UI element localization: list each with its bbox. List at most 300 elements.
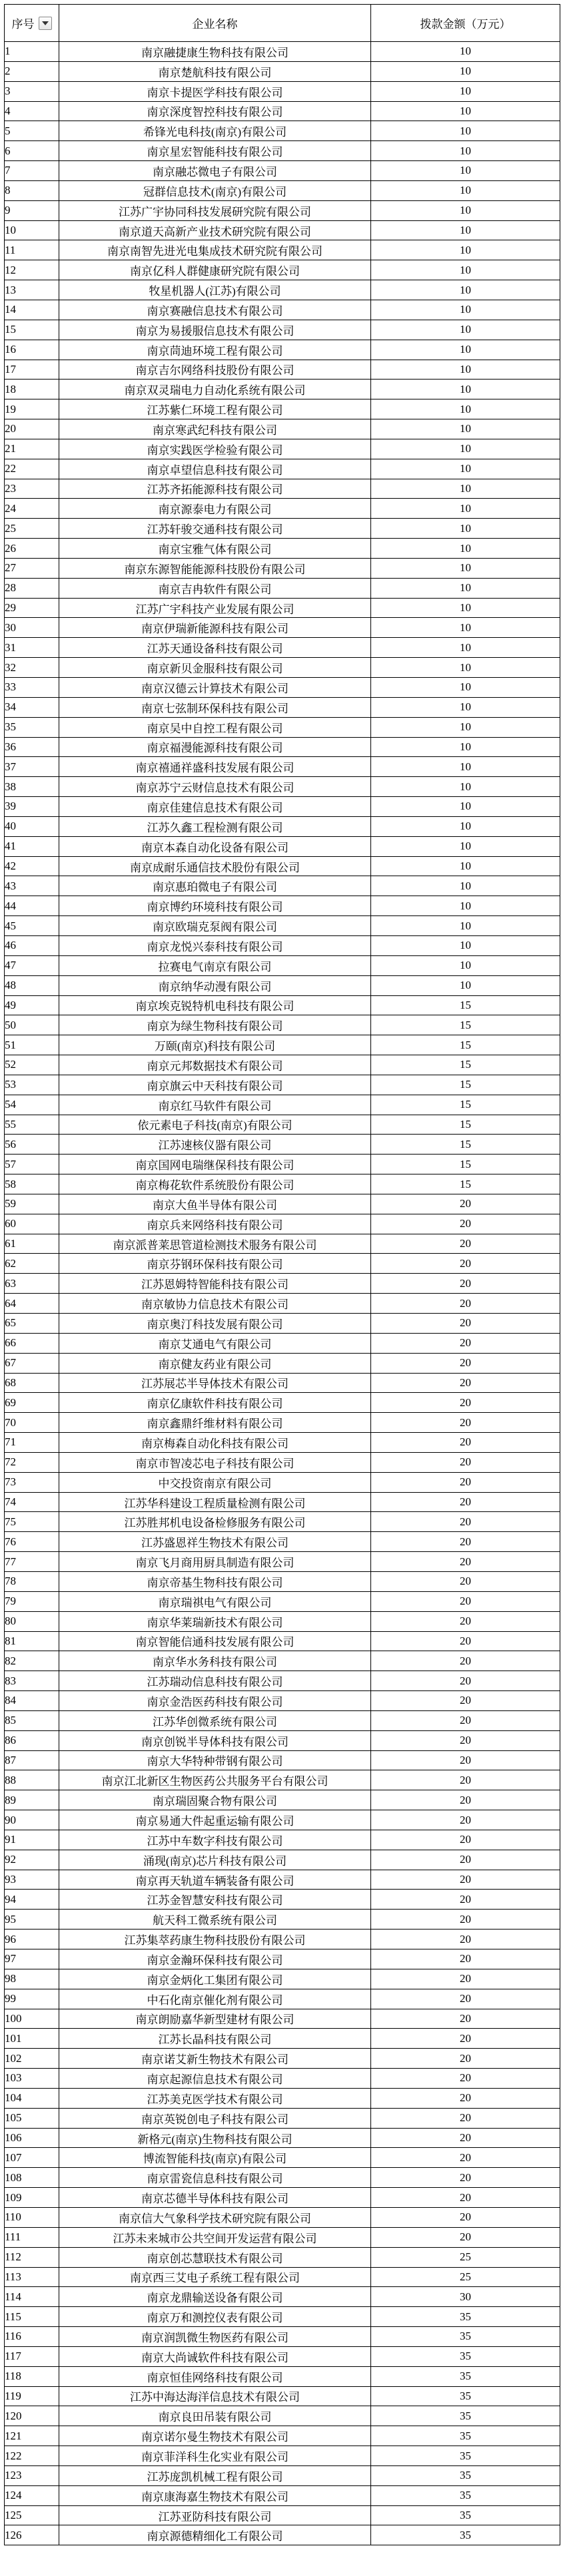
table-row (5, 578, 560, 598)
grant-amount: 20 (371, 1472, 560, 1492)
row-number: 53 (5, 1075, 59, 1095)
grant-amount: 10 (371, 439, 560, 459)
row-number: 46 (5, 935, 59, 955)
row-number: 104 (5, 2088, 59, 2108)
company-name: 江苏未来城市公共空间开发运营有限公司 (59, 2227, 371, 2247)
grant-amount: 20 (371, 1910, 560, 1930)
company-name: 江苏中车数字科技有限公司 (59, 1830, 371, 1850)
row-number: 8 (5, 180, 59, 200)
table-row (5, 2366, 560, 2386)
grant-amount: 10 (371, 220, 560, 240)
table-row (5, 2148, 560, 2168)
company-name: 南京双灵瑞电力自动化系统有限公司 (59, 380, 371, 399)
table-row (5, 2168, 560, 2188)
row-number: 105 (5, 2108, 59, 2128)
company-name: 南京亿康软件科技有限公司 (59, 1393, 371, 1413)
company-name: 南京红马软件有限公司 (59, 1095, 371, 1115)
row-number: 54 (5, 1095, 59, 1115)
company-name: 希锋光电科技(南京)有限公司 (59, 121, 371, 141)
company-name: 南京艾通电气有限公司 (59, 1333, 371, 1353)
grant-amount: 20 (371, 2207, 560, 2227)
company-name: 南京禧通祥盛科技发展有限公司 (59, 757, 371, 777)
table-row (5, 2465, 560, 2485)
grant-amount: 15 (371, 1075, 560, 1095)
company-name: 南京东源智能能源科技股份有限公司 (59, 558, 371, 578)
grant-amount: 10 (371, 856, 560, 876)
grant-amount: 10 (371, 161, 560, 181)
grant-amount: 20 (371, 1810, 560, 1830)
table-row (5, 419, 560, 439)
company-name: 博流智能科技(南京)有限公司 (59, 2148, 371, 2168)
table-row (5, 737, 560, 757)
row-number: 74 (5, 1492, 59, 1512)
grant-amount: 35 (371, 2307, 560, 2327)
table-row (5, 519, 560, 539)
table-row (5, 260, 560, 280)
company-name: 南京吉尔网络科技股份有限公司 (59, 360, 371, 380)
grant-amount: 35 (371, 2446, 560, 2466)
row-number: 96 (5, 1930, 59, 1949)
table-row (5, 1532, 560, 1552)
grant-amount: 35 (371, 2327, 560, 2347)
grant-amount: 20 (371, 1552, 560, 1572)
grant-amount: 20 (371, 2029, 560, 2049)
row-number: 44 (5, 896, 59, 916)
company-name: 南京智能信通科技发展有限公司 (59, 1631, 371, 1651)
grant-amount: 20 (371, 2188, 560, 2208)
grant-amount: 20 (371, 1433, 560, 1453)
table-row (5, 1393, 560, 1413)
company-name: 中石化南京催化剂有限公司 (59, 1989, 371, 2009)
table-row (5, 2108, 560, 2128)
filter-dropdown-icon[interactable] (39, 17, 52, 30)
row-number: 12 (5, 260, 59, 280)
table-row (5, 1135, 560, 1155)
company-name: 南京创芯慧联技术有限公司 (59, 2247, 371, 2267)
row-number: 77 (5, 1552, 59, 1572)
table-row (5, 1730, 560, 1750)
grant-amount: 10 (371, 180, 560, 200)
row-number: 67 (5, 1353, 59, 1373)
table-row (5, 2426, 560, 2446)
grant-amount: 20 (371, 1294, 560, 1314)
table-row (5, 1770, 560, 1790)
company-name: 南京梅森自动化科技有限公司 (59, 1433, 371, 1453)
table-row (5, 1631, 560, 1651)
table-row (5, 2505, 560, 2525)
row-number: 55 (5, 1115, 59, 1135)
grant-amount: 20 (371, 1452, 560, 1472)
company-name: 南京恒佳网络科技有限公司 (59, 2366, 371, 2386)
grant-amount: 20 (371, 1750, 560, 1770)
company-name: 南京康海嘉生物技术有限公司 (59, 2485, 371, 2505)
grant-amount: 10 (371, 955, 560, 975)
company-name: 南京良田吊装有限公司 (59, 2406, 371, 2426)
table-row (5, 2207, 560, 2227)
row-number: 90 (5, 1810, 59, 1830)
table-row (5, 1155, 560, 1174)
table-row (5, 1194, 560, 1214)
row-number: 21 (5, 439, 59, 459)
company-name: 江苏集萃药康生物科技股份有限公司 (59, 1930, 371, 1949)
table-row (5, 1651, 560, 1671)
table-row (5, 1254, 560, 1274)
grant-amount: 20 (371, 1691, 560, 1711)
table-row (5, 2227, 560, 2247)
company-name: 南京创锐半导体科技有限公司 (59, 1730, 371, 1750)
company-name: 南京卓望信息科技有限公司 (59, 459, 371, 479)
table-row (5, 717, 560, 737)
table-row (5, 280, 560, 300)
grant-amount: 10 (371, 260, 560, 280)
row-number: 23 (5, 479, 59, 499)
grant-amount: 20 (371, 1512, 560, 1532)
company-name: 南京英锐创电子科技有限公司 (59, 2108, 371, 2128)
company-name: 万颐(南京)科技有限公司 (59, 1035, 371, 1055)
grant-amount: 10 (371, 618, 560, 638)
grant-amount: 35 (371, 2525, 560, 2545)
row-number: 122 (5, 2446, 59, 2466)
table-row (5, 1492, 560, 1512)
grant-amount: 20 (371, 1671, 560, 1691)
table-row (5, 1830, 560, 1850)
row-number: 18 (5, 380, 59, 399)
row-number: 66 (5, 1333, 59, 1353)
company-name: 江苏紫仁环境工程有限公司 (59, 399, 371, 419)
row-number: 102 (5, 2049, 59, 2069)
table-row (5, 539, 560, 559)
table-row (5, 2188, 560, 2208)
grant-amount: 10 (371, 200, 560, 220)
row-number: 93 (5, 1870, 59, 1890)
table-row (5, 479, 560, 499)
row-number: 33 (5, 678, 59, 698)
row-number: 78 (5, 1571, 59, 1591)
row-number: 125 (5, 2505, 59, 2525)
grant-amount: 20 (371, 1333, 560, 1353)
row-number: 88 (5, 1770, 59, 1790)
table-row (5, 1810, 560, 1830)
row-number: 86 (5, 1730, 59, 1750)
table-row (5, 558, 560, 578)
row-number: 19 (5, 399, 59, 419)
company-name: 南京大华特种带钢有限公司 (59, 1750, 371, 1770)
company-name: 南京瑞固聚合物有限公司 (59, 1790, 371, 1810)
grant-amount: 10 (371, 816, 560, 836)
company-name: 中交投资南京有限公司 (59, 1472, 371, 1492)
row-number: 30 (5, 618, 59, 638)
table-row (5, 1115, 560, 1135)
row-number: 50 (5, 1015, 59, 1035)
grant-amount: 10 (371, 658, 560, 678)
company-name: 江苏速核仪器有限公司 (59, 1135, 371, 1155)
table-row (5, 777, 560, 797)
grant-amount: 10 (371, 340, 560, 360)
table-row (5, 1949, 560, 1969)
table-row (5, 1075, 560, 1095)
grant-amount: 10 (371, 737, 560, 757)
grant-amount: 10 (371, 101, 560, 121)
company-name: 南京旗云中天科技有限公司 (59, 1075, 371, 1095)
row-number: 40 (5, 816, 59, 836)
table-row (5, 399, 560, 419)
table-row (5, 2287, 560, 2307)
company-name: 江苏齐拓能源科技有限公司 (59, 479, 371, 499)
grant-amount: 20 (371, 2108, 560, 2128)
grant-amount: 10 (371, 777, 560, 797)
company-name: 江苏广宇协同科技发展研究院有限公司 (59, 200, 371, 220)
grant-amount: 10 (371, 380, 560, 399)
grant-amount: 20 (371, 2009, 560, 2029)
grant-amount: 20 (371, 2128, 560, 2148)
table-row (5, 678, 560, 698)
table-row (5, 1910, 560, 1930)
table-row (5, 955, 560, 975)
table-row (5, 220, 560, 240)
company-name: 南京吉冉软件有限公司 (59, 578, 371, 598)
row-number: 106 (5, 2128, 59, 2148)
table-row (5, 618, 560, 638)
row-number: 29 (5, 598, 59, 618)
company-name: 南京融芯微电子有限公司 (59, 161, 371, 181)
row-number: 116 (5, 2327, 59, 2347)
company-name: 牧星机器人(江苏)有限公司 (59, 280, 371, 300)
table-row (5, 2247, 560, 2267)
company-name: 南京龙鼎输送设备有限公司 (59, 2287, 371, 2307)
table-row (5, 2446, 560, 2466)
company-name: 江苏中海达海洋信息技术有限公司 (59, 2386, 371, 2406)
row-number: 2 (5, 61, 59, 81)
grant-amount: 10 (371, 975, 560, 995)
table-row (5, 1055, 560, 1075)
row-number: 26 (5, 539, 59, 559)
company-name: 南京佳建信息技术有限公司 (59, 797, 371, 817)
table-row (5, 499, 560, 519)
row-number: 63 (5, 1274, 59, 1294)
company-name: 南京伊瑞新能源科技有限公司 (59, 618, 371, 638)
grant-amount: 10 (371, 399, 560, 419)
grant-amount: 10 (371, 916, 560, 936)
grant-amount: 35 (371, 2406, 560, 2426)
company-name: 江苏华创微系统有限公司 (59, 1710, 371, 1730)
table-row (5, 459, 560, 479)
grant-amount: 20 (371, 1890, 560, 1910)
row-number: 94 (5, 1890, 59, 1910)
table-row (5, 1552, 560, 1572)
grant-amount: 20 (371, 1274, 560, 1294)
table-row (5, 816, 560, 836)
company-name: 南京纳华动漫有限公司 (59, 975, 371, 995)
row-number: 110 (5, 2207, 59, 2227)
grant-amount: 10 (371, 61, 560, 81)
table-row (5, 2049, 560, 2069)
row-number: 31 (5, 638, 59, 658)
row-number: 82 (5, 1651, 59, 1671)
grant-amount: 15 (371, 1015, 560, 1035)
row-number: 121 (5, 2426, 59, 2446)
table-row (5, 1234, 560, 1254)
company-name: 南京市智凌芯电子科技有限公司 (59, 1452, 371, 1472)
row-number: 6 (5, 141, 59, 161)
table-row (5, 757, 560, 777)
company-name: 南京道天高新产业技术研究院有限公司 (59, 220, 371, 240)
grant-amount: 20 (371, 1710, 560, 1730)
company-name: 南京雷瓷信息科技有限公司 (59, 2168, 371, 2188)
row-number: 113 (5, 2267, 59, 2287)
company-name: 南京润凯微生物医药有限公司 (59, 2327, 371, 2347)
company-name: 航天科工微系统有限公司 (59, 1910, 371, 1930)
row-number: 24 (5, 499, 59, 519)
grant-amount: 35 (371, 2366, 560, 2386)
row-number: 95 (5, 1910, 59, 1930)
grant-amount: 20 (371, 1969, 560, 1989)
grant-amount: 15 (371, 1095, 560, 1115)
header-company-label: 企业名称 (192, 18, 238, 31)
grant-amount: 10 (371, 360, 560, 380)
table-row (5, 439, 560, 459)
grant-amount: 20 (371, 1989, 560, 2009)
row-number: 114 (5, 2287, 59, 2307)
table-row (5, 1512, 560, 1532)
grant-amount: 10 (371, 42, 560, 62)
table-row (5, 836, 560, 856)
company-name: 南京南智先进光电集成技术研究院有限公司 (59, 240, 371, 260)
company-name: 南京金浩医药科技有限公司 (59, 1691, 371, 1711)
table-row (5, 320, 560, 340)
row-number: 103 (5, 2069, 59, 2089)
row-number: 62 (5, 1254, 59, 1274)
row-number: 100 (5, 2009, 59, 2029)
table-row (5, 300, 560, 320)
row-number: 65 (5, 1314, 59, 1334)
grant-amount: 10 (371, 300, 560, 320)
company-name: 涌现(南京)芯片科技有限公司 (59, 1850, 371, 1870)
row-number: 76 (5, 1532, 59, 1552)
row-number: 87 (5, 1750, 59, 1770)
company-name: 南京帝基生物科技有限公司 (59, 1571, 371, 1591)
row-number: 59 (5, 1194, 59, 1214)
company-name: 南京派普莱思管道检测技术服务有限公司 (59, 1234, 371, 1254)
table-row (5, 935, 560, 955)
grant-amount: 20 (371, 1234, 560, 1254)
company-name: 江苏亚防科技有限公司 (59, 2505, 371, 2525)
grant-amount: 20 (371, 1631, 560, 1651)
grant-amount: 20 (371, 1730, 560, 1750)
company-name: 南京寒武纪科技有限公司 (59, 419, 371, 439)
grant-amount: 20 (371, 1830, 560, 1850)
company-name: 冠群信息技术(南京)有限公司 (59, 180, 371, 200)
row-number: 83 (5, 1671, 59, 1691)
row-number: 13 (5, 280, 59, 300)
table-row (5, 658, 560, 678)
table-row (5, 1413, 560, 1433)
header-no (5, 5, 59, 42)
row-number: 98 (5, 1969, 59, 1989)
row-number: 120 (5, 2406, 59, 2426)
row-number: 123 (5, 2465, 59, 2485)
row-number: 111 (5, 2227, 59, 2247)
table-row (5, 1174, 560, 1194)
company-name: 南京梅花软件系统股份有限公司 (59, 1174, 371, 1194)
grant-amount: 15 (371, 1174, 560, 1194)
row-number: 115 (5, 2307, 59, 2327)
company-name: 南京西三艾电子系统工程有限公司 (59, 2267, 371, 2287)
grant-amount: 35 (371, 2346, 560, 2366)
company-name: 南京华水务科技有限公司 (59, 1651, 371, 1671)
table-row (5, 896, 560, 916)
grant-amount: 20 (371, 1492, 560, 1512)
company-name: 南京鑫鼎纤维材料有限公司 (59, 1413, 371, 1433)
table-row (5, 81, 560, 101)
company-name: 新格元(南京)生物科技有限公司 (59, 2128, 371, 2148)
company-name: 南京源德精细化工有限公司 (59, 2525, 371, 2545)
row-number: 52 (5, 1055, 59, 1075)
grant-amount: 10 (371, 876, 560, 896)
table-row (5, 797, 560, 817)
grant-amount: 10 (371, 717, 560, 737)
table-row (5, 697, 560, 717)
table-row (5, 1333, 560, 1353)
row-number: 60 (5, 1214, 59, 1234)
company-name: 南京为易援服信息技术有限公司 (59, 320, 371, 340)
grant-amount: 10 (371, 678, 560, 698)
table-body (5, 42, 560, 2545)
grant-amount: 10 (371, 797, 560, 817)
grant-amount: 20 (371, 2069, 560, 2089)
grant-amount: 20 (371, 1314, 560, 1334)
table-row (5, 1691, 560, 1711)
company-name: 江苏美克医学技术有限公司 (59, 2088, 371, 2108)
grant-amount: 20 (371, 2227, 560, 2247)
table-row (5, 2386, 560, 2406)
row-number: 27 (5, 558, 59, 578)
table-row (5, 2069, 560, 2089)
company-name: 江苏久鑫工程检测有限公司 (59, 816, 371, 836)
row-number: 56 (5, 1135, 59, 1155)
row-number: 1 (5, 42, 59, 62)
row-number: 34 (5, 697, 59, 717)
company-name: 南京赛融信息技术有限公司 (59, 300, 371, 320)
grant-amount: 20 (371, 1353, 560, 1373)
table-row (5, 1452, 560, 1472)
row-number: 71 (5, 1433, 59, 1453)
company-name: 南京诺尔曼生物技术有限公司 (59, 2426, 371, 2446)
row-number: 64 (5, 1294, 59, 1314)
table-row (5, 1015, 560, 1035)
company-name: 南京华莱瑞新技术有限公司 (59, 1611, 371, 1631)
company-name: 南京七弦制环保科技有限公司 (59, 697, 371, 717)
table-row (5, 1890, 560, 1910)
table-row (5, 2346, 560, 2366)
table-row (5, 200, 560, 220)
company-name: 南京源泰电力有限公司 (59, 499, 371, 519)
grant-amount: 10 (371, 896, 560, 916)
table-row (5, 876, 560, 896)
table-row (5, 2307, 560, 2327)
row-number: 16 (5, 340, 59, 360)
row-number: 119 (5, 2386, 59, 2406)
grant-amount: 10 (371, 598, 560, 618)
table-row (5, 1294, 560, 1314)
grant-amount: 20 (371, 1949, 560, 1969)
company-name: 南京芯德半导体科技有限公司 (59, 2188, 371, 2208)
table-row (5, 1710, 560, 1730)
grant-amount: 10 (371, 935, 560, 955)
table-row (5, 1353, 560, 1373)
grant-amount: 15 (371, 1035, 560, 1055)
company-name: 依元素电子科技(南京)有限公司 (59, 1115, 371, 1135)
grant-amount: 35 (371, 2485, 560, 2505)
